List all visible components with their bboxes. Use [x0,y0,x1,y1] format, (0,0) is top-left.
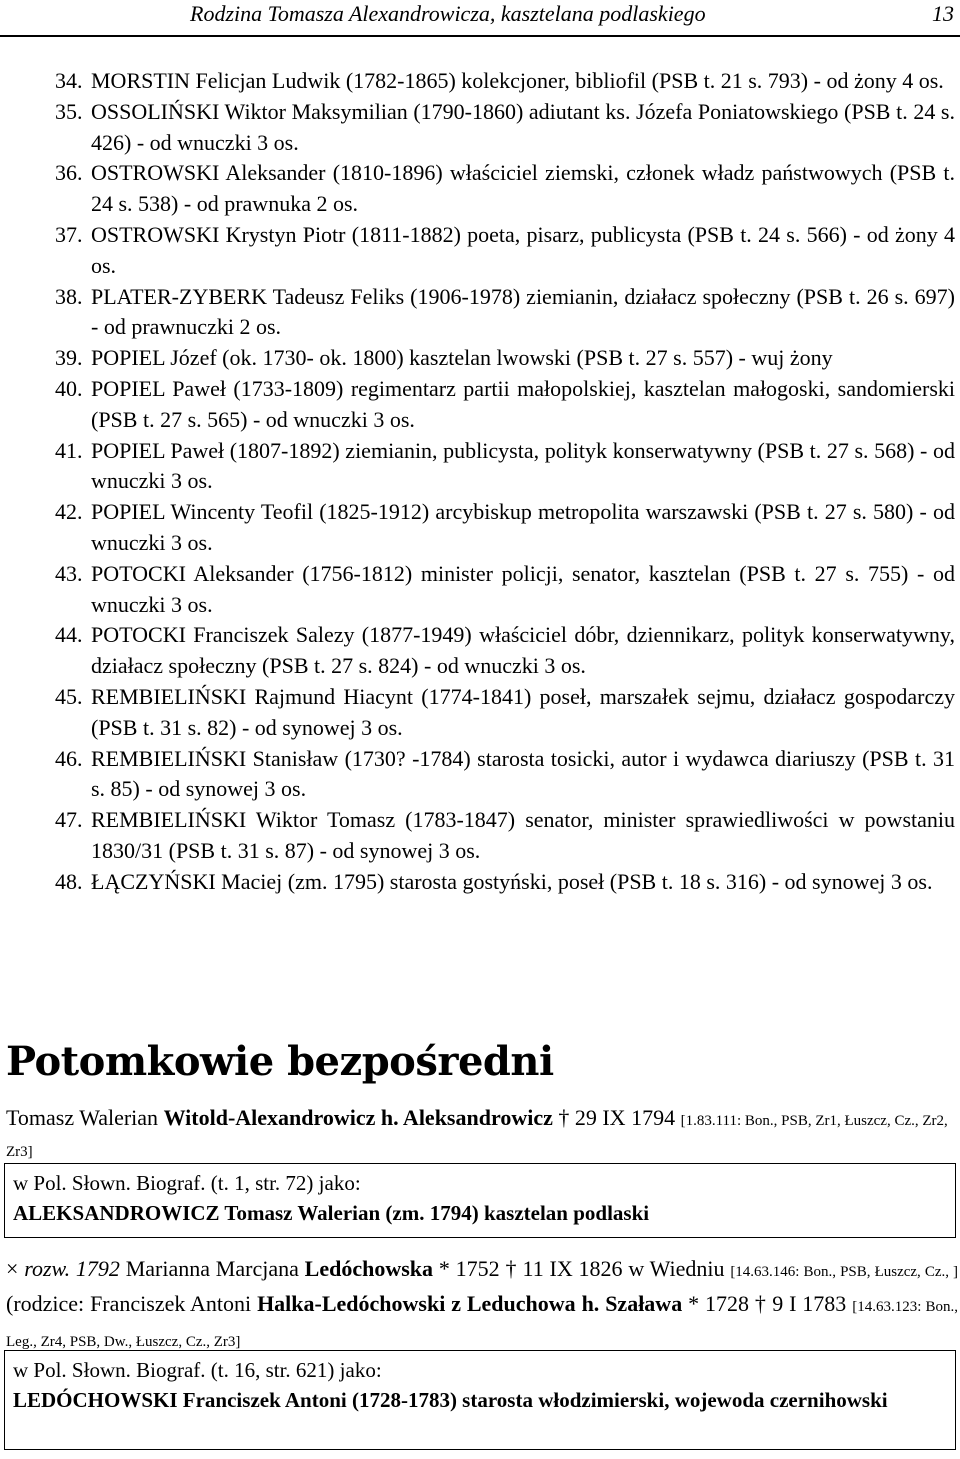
marriage-icon: × [6,1256,19,1281]
list-item-number: 46. [55,745,83,771]
father-sources: [14.63.123: Bon., Leg., Zr4, PSB, Dw., Łuszcz, Cz., Zr3] [6,1299,959,1350]
list-item-number: 45. [55,683,83,709]
list-item [55,343,955,374]
list-item-text: POTOCKI Aleksander (1756-1812) minister policji, senator, kasztelan (PSB t. 27 s. 755) - od wnuczki 3 os. [91,560,955,617]
list-item-text: POTOCKI Franciszek Salezy (1877-1949) właściciel dóbr, dziennikarz, polityk konserwatywny, działacz społeczny (PSB t. 27 s. 824) - od wnuczki 3 os. [91,622,955,679]
person-entry [6,1104,956,1166]
spouse-sources: [14.63.146: Bon., PSB, Łuszcz, Cz., ] [730,1264,959,1280]
list-item-text: OSSOLIŃSKI Wiktor Maksymilian (1790-1860) adiutant ks. Józefa Poniatowskiego (PSB t. 24 s. 426) - od wnuczki 3 os. [91,98,955,155]
list-item [55,497,955,559]
list-item [55,282,955,344]
list-item [55,805,955,867]
list-item-number: 48. [55,868,83,894]
list-item-text: POPIEL Paweł (1807-1892) ziemianin, publicysta, polityk konserwatywny (PSB t. 27 s. 568) - od wnuczki 3 os. [91,437,955,494]
list-item-number: 43. [55,560,83,586]
section-title: Potomkowie bezpośredni [6,1038,554,1085]
person-given-name: Tomasz Walerian [6,1105,159,1130]
list-item [55,97,955,159]
list-item-number: 34. [55,68,83,93]
page-header [190,0,960,30]
father-surname: Halka-Ledóchowski z Leduchowa h. Szaława [257,1291,683,1316]
spouse-dates: * 1752 † 11 IX 1826 w Wiedniu [438,1256,725,1281]
person-death: † 29 IX 1794 [558,1105,676,1130]
relatives-list [55,66,955,898]
list-item-number: 40. [55,375,83,401]
list-item-text: ŁĄCZYŃSKI Maciej (zm. 1795) starosta gostyński, poseł (PSB t. 18 s. 316) - od synowej 3 os. [91,868,933,894]
list-item [55,220,955,282]
list-item-text: POPIEL Józef (ok. 1730- ok. 1800) kasztelan lwowski (PSB t. 27 s. 557) - wuj żony [91,345,833,371]
marriage-note: rozw. 1792 [24,1256,120,1281]
list-item [55,374,955,436]
father-dates: * 1728 † 9 I 1783 [688,1291,847,1316]
person-surname: Witold-Alexandrowicz h. Aleksandrowicz [163,1105,553,1130]
list-item-text: POPIEL Wincenty Teofil (1825-1912) arcybiskup metropolita warszawski (PSB t. 27 s. 580) - od wnuczki 3 os. [91,499,955,555]
running-title: Rodzina Tomasza Alexandrowicza, kasztelana podlaskiego [190,1,706,26]
list-item-number: 37. [55,221,83,247]
list-item [55,620,955,682]
person-sources: [1.83.111: Bon., PSB, Zr1, Łuszcz, Cz., Zr2, Zr3] [6,1113,948,1160]
header-rule [0,35,960,37]
list-item-text: REMBIELIŃSKI Rajmund Hiacynt (1774-1841) poseł, marszałek sejmu, działacz gospodarczy (PSB t. 31 s. 82) - od synowej 3 os. [91,683,955,740]
list-item-number: 35. [55,98,83,124]
list-item-text: POPIEL Paweł (1733-1809) regimentarz partii małopolskiej, kasztelan małogoski, sandomierski (PSB t. 27 s. 565) - od wnuczki 3 os. [91,375,955,432]
list-item [55,436,955,498]
list-item-text: MORSTIN Felicjan Ludwik (1782-1865) kolekcjoner, bibliofil (PSB t. 21 s. 793) - od żony 4 os. [91,68,944,93]
list-item-text: OSTROWSKI Krystyn Piotr (1811-1882) poeta, pisarz, publicysta (PSB t. 24 s. 566) - od żony 4 os. [91,221,955,278]
reference-line: w Pol. Słown. Biograf. (t. 16, str. 621) jako: [13,1358,382,1382]
list-item-number: 44. [55,622,83,648]
list-item-number: 39. [55,345,83,371]
spouse-biography-reference-box [4,1350,956,1450]
parents-prefix: (rodzice: Franciszek Antoni [6,1291,252,1316]
list-item-text: PLATER-ZYBERK Tadeusz Feliks (1906-1978) ziemianin, działacz społeczny (PSB t. 26 s. 697) - od prawnuczki 2 os. [91,283,955,340]
list-item-number: 38. [55,283,83,309]
list-item [55,682,955,744]
biography-reference-box [4,1163,956,1238]
reference-heading: LEDÓCHOWSKI Franciszek Antoni (1728-1783) starosta włodzimierski, wojewoda czernihowski [13,1388,888,1412]
list-item-number: 36. [55,160,83,186]
list-item-text: OSTROWSKI Aleksander (1810-1896) właściciel ziemski, członek władz państwowych (PSB t. 24 s. 538) - od prawnuka 2 os. [91,160,955,217]
list-item [55,744,955,806]
list-item-number: 41. [55,437,83,463]
list-item-text: REMBIELIŃSKI Stanisław (1730? -1784) starosta tosicki, autor i wydawca diariuszy (PSB t. 31 s. 85) - od synowej 3 os. [91,745,955,802]
list-item-number: 42. [55,499,83,525]
list-item-text: REMBIELIŃSKI Wiktor Tomasz (1783-1847) senator, minister sprawiedliwości w powstaniu 1830/31 (PSB t. 31 s. 87) - od synowej 3 os. [91,807,955,863]
list-item [55,867,955,898]
reference-heading: ALEKSANDROWICZ Tomasz Walerian (zm. 1794) kasztelan podlaski [13,1201,650,1225]
list-item [55,66,955,97]
page-number: 13 [932,1,954,26]
list-item-number: 47. [55,807,83,833]
spouse-entry [6,1253,958,1358]
list-item [55,158,955,220]
reference-line: w Pol. Słown. Biograf. (t. 1, str. 72) jako: [13,1171,361,1195]
spouse-surname: Ledóchowska [304,1256,434,1281]
list-item [55,559,955,621]
spouse-given-name: Marianna Marcjana [125,1256,299,1281]
